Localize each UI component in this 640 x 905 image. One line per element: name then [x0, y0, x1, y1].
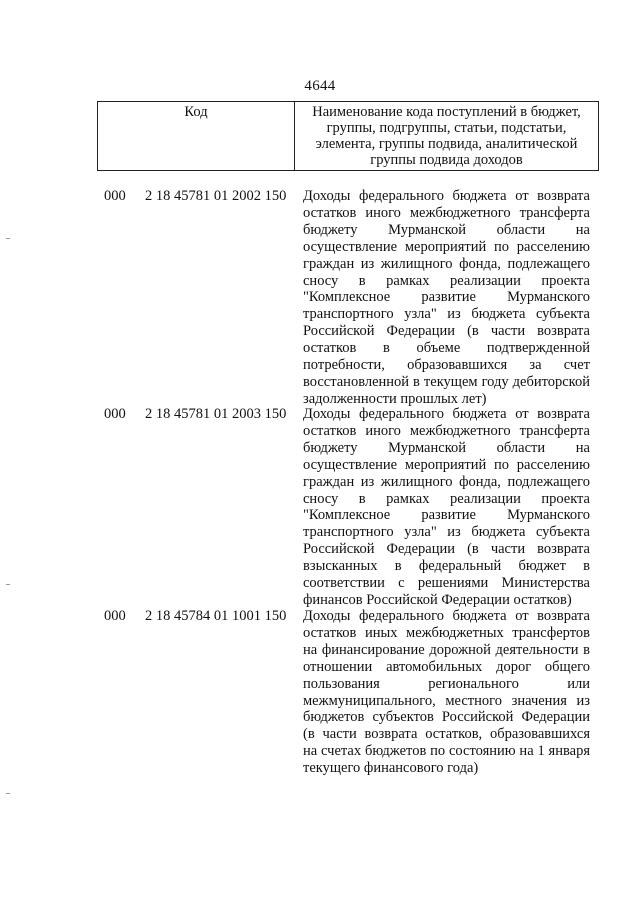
table-row: [0, 608, 640, 777]
header-table: [97, 101, 599, 171]
admin-code: 000: [104, 406, 126, 422]
scan-margin-mark: [6, 793, 10, 794]
table-row: [0, 406, 640, 608]
revenue-description: Доходы федерального бюджета от возврата остатков иного межбюджетного трансферта бюджету Мурманской области на осуществление мероприятий по расселению граждан из жилищного фонда, подлежащего сносу в рамках реализации проекта "Комплексное развитие Мурманского транспортного узла" из бюджета субъекта Российской Федерации (в части возврата взысканных в федеральный бюджет в соответствии с решениями Министерства финансов Российской Федерации остатков): [303, 406, 590, 608]
admin-code: 000: [104, 188, 126, 204]
table-row: [0, 188, 640, 406]
revenue-code: 2 18 45781 01 2002 150: [145, 188, 287, 204]
header-name-cell: Наименование кода поступлений в бюджет, группы, подгруппы, статьи, подстатьи, элемента, группы подвида, аналитической группы подвида доходов: [295, 102, 599, 171]
revenue-description: Доходы федерального бюджета от возврата остатков иных межбюджетных трансфертов на финансирование дорожной деятельности в отношении автомобильных дорог общего пользования регионального или межмуниципального, местного значения из бюджетов субъектов Российской Федерации (в части возврата остатков, образовавшихся на счетах бюджетов по состоянию на 1 января текущего финансового года): [303, 608, 590, 777]
scan-margin-mark: [6, 584, 10, 585]
revenue-code-list: [0, 188, 640, 777]
revenue-code: 2 18 45784 01 1001 150: [145, 608, 287, 624]
header-code-cell: Код: [98, 102, 295, 171]
revenue-description: Доходы федерального бюджета от возврата остатков иного межбюджетного трансферта бюджету Мурманской области на осуществление мероприятий по расселению граждан из жилищного фонда, подлежащего сносу в рамках реализации проекта "Комплексное развитие Мурманского транспортного узла" из бюджета субъекта Российской Федерации (в части возврата остатков в объеме подтвержденной потребности, образовавшихся за счет восстановленной в текущем году дебиторской задолженности прошлых лет): [303, 188, 590, 407]
revenue-code: 2 18 45781 01 2003 150: [145, 406, 287, 422]
admin-code: 000: [104, 608, 126, 624]
page-number: 4644: [304, 78, 336, 94]
scan-margin-mark: [6, 238, 10, 239]
